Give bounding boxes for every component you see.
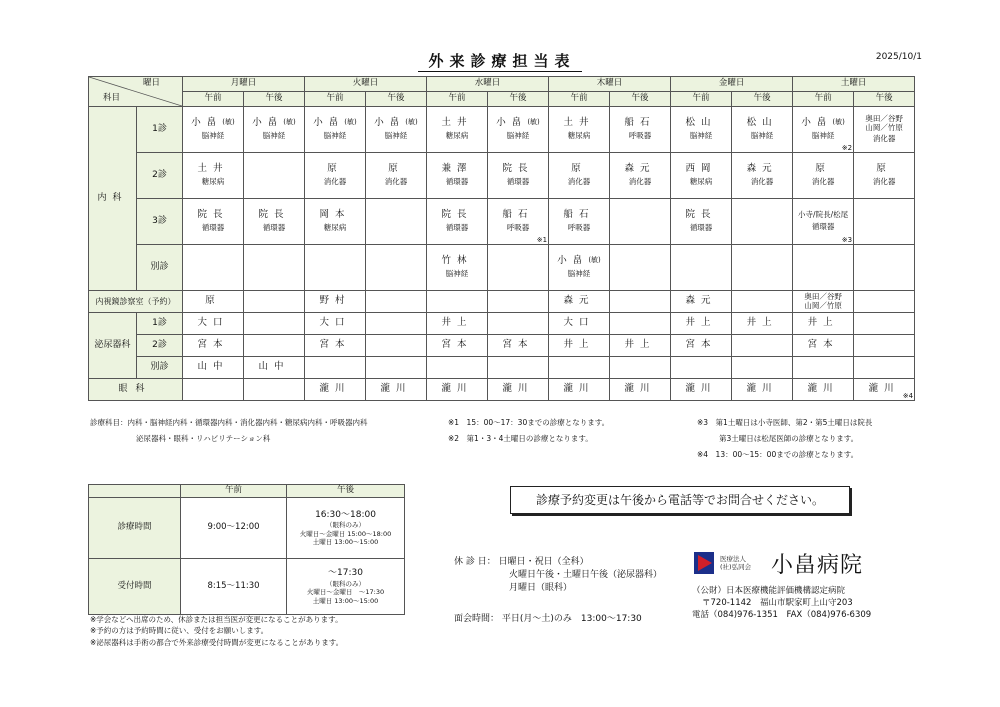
doctor-name: 井上: [624, 339, 656, 351]
schedule-cell: [366, 107, 427, 153]
schedule-cell: [671, 245, 732, 291]
schedule-cell: [427, 335, 488, 357]
specialty-label: 呼吸器: [628, 131, 652, 141]
specialty-label: 脳神経: [506, 131, 530, 141]
hospital-logo-icon: [694, 552, 714, 574]
schedule-cell: [488, 153, 549, 199]
schedule-cell: [671, 357, 732, 379]
specialty-label: 糖尿病: [323, 223, 347, 233]
schedule-cell: [610, 379, 671, 401]
schedule-cell: [671, 291, 732, 313]
pm-header: 午後: [854, 92, 915, 107]
schedule-cell: [183, 107, 244, 153]
doctor-tag: (敏): [405, 118, 418, 127]
schedule-cell: [732, 291, 793, 313]
doctor-name: 井上: [746, 317, 778, 329]
schedule-cell: [549, 357, 610, 379]
doctor-tag: (敏): [832, 118, 845, 127]
visiting-hours: 面会時間： 平日(月～土)のみ 13:00～17:30: [454, 614, 642, 624]
consult-am: 9:00～12:00: [181, 498, 287, 559]
specialty-label: 消化器: [384, 177, 408, 187]
schedule-cell: [427, 245, 488, 291]
schedule-cell: [366, 335, 427, 357]
doctor-name: 原: [327, 163, 343, 175]
doctor-name: 山中: [197, 361, 229, 373]
specialty-label: 消化器: [811, 177, 835, 187]
day-header: 月曜日: [183, 77, 305, 92]
schedule-cell: [549, 245, 610, 291]
doctor-name: 原: [876, 163, 892, 175]
schedule-cell: [610, 153, 671, 199]
schedule-cell: [305, 379, 366, 401]
doctor-name: 原: [388, 163, 404, 175]
schedule-cell: [610, 107, 671, 153]
schedule-cell: [183, 291, 244, 313]
doctor-name: 井上: [685, 317, 717, 329]
specialty-label: 消化器: [872, 134, 896, 144]
doctor-name: 瀧川: [746, 383, 778, 395]
am-header: 午前: [549, 92, 610, 107]
schedule-cell: [549, 199, 610, 245]
reservation-notice: 診療予約変更は午後から電話等でお問合せください。: [510, 486, 850, 514]
schedule-cell: [793, 107, 854, 153]
specialty-label: 循環器: [445, 177, 469, 187]
schedule-cell: [671, 313, 732, 335]
specialty-label: 循環器: [811, 222, 835, 231]
schedule-table: [88, 76, 915, 401]
doctor-name: 原: [205, 295, 221, 307]
doctor-name: 野村: [319, 295, 351, 307]
schedule-cell: [488, 107, 549, 153]
hours-am-header: 午前: [181, 485, 287, 498]
schedule-cell: [854, 313, 915, 335]
doctor-name: 院長: [197, 209, 229, 221]
doctor-name: 大口: [197, 317, 229, 329]
schedule-cell: [305, 153, 366, 199]
doctor-name: 奥田／谷野: [804, 291, 842, 301]
schedule-cell: [610, 335, 671, 357]
specialty-label: 脳神経: [811, 131, 835, 141]
doctor-name: 瀧川: [319, 383, 351, 395]
schedule-cell: [854, 379, 915, 401]
schedule-cell: [244, 199, 305, 245]
schedule-cell: [793, 357, 854, 379]
schedule-cell: [854, 153, 915, 199]
dept-internal-label: 内科: [89, 107, 137, 291]
reception-pm: ～17:30 （眼科のみ） 火曜日～金曜日 ～17:30 土曜日 13:00～15:00: [287, 559, 405, 615]
doctor-name: 土井: [563, 117, 595, 129]
schedule-cell: [793, 335, 854, 357]
schedule-cell: [427, 199, 488, 245]
schedule-cell: [244, 245, 305, 291]
schedule-cell: [427, 357, 488, 379]
schedule-cell: [305, 199, 366, 245]
page-title: 外来診療担当表: [0, 50, 1000, 71]
doctor-name: 原: [815, 163, 831, 175]
hospital-name: 小畠病院: [771, 553, 864, 578]
am-header: 午前: [427, 92, 488, 107]
schedule-cell: [305, 357, 366, 379]
pm-header: 午後: [366, 92, 427, 107]
room-label: 1診: [137, 107, 183, 153]
schedule-cell: [549, 313, 610, 335]
schedule-cell: [610, 199, 671, 245]
doctor-name: 院長: [502, 163, 534, 175]
specialty-label: 呼吸器: [567, 223, 591, 233]
specialty-label: 脳神経: [750, 131, 774, 141]
dept-urology-label: 泌尿器科: [89, 313, 137, 379]
schedule-cell: [427, 153, 488, 199]
specialty-label: 脳神経: [323, 131, 347, 141]
issue-date: 2025/10/1: [875, 52, 922, 62]
room-label: 3診: [137, 199, 183, 245]
schedule-cell: [427, 107, 488, 153]
room-label: 1診: [137, 313, 183, 335]
day-header: 金曜日: [671, 77, 793, 92]
doctor-name: 森元: [746, 163, 778, 175]
specialty-label: 呼吸器: [506, 223, 530, 233]
schedule-cell: [244, 313, 305, 335]
schedule-cell: [854, 245, 915, 291]
doctor-tag: (敏): [283, 118, 296, 127]
schedule-cell: [732, 313, 793, 335]
doctor-name: 小畠: [374, 117, 406, 129]
pm-header: 午後: [244, 92, 305, 107]
doctor-name: 院長: [441, 209, 473, 221]
consult-hours-label: 診療時間: [89, 498, 181, 559]
doctor-name: 岡本: [319, 209, 351, 221]
hours-footnotes: ※学会などへ出席のため、休診または担当医が変更になることがあります。 ※予約の方は予約時間に従い、受付をお願いします。 ※泌尿器科は手術の都合で外来診療受付時間が変更になることがあります。: [90, 615, 344, 647]
department-list: 診療科目：内科・脳神経内科・循環器内科・消化器内科・糖尿病内科・呼吸器内科 泌尿器科・眼科・リハビリテーション科: [90, 418, 368, 444]
day-header: 火曜日: [305, 77, 427, 92]
doctor-name: 井上: [563, 339, 595, 351]
pm-header: 午後: [488, 92, 549, 107]
pm-header: 午後: [610, 92, 671, 107]
schedule-cell: [732, 199, 793, 245]
pm-header: 午後: [732, 92, 793, 107]
schedule-cell: [732, 107, 793, 153]
doctor-name: 宮本: [441, 339, 473, 351]
doctor-name: 土井: [441, 117, 473, 129]
doctor-name: 船石: [502, 209, 534, 221]
schedule-cell: [488, 245, 549, 291]
specialty-label: 糖尿病: [689, 177, 713, 187]
doctor-name: 大口: [563, 317, 595, 329]
schedule-cell: [549, 291, 610, 313]
schedule-cell: [183, 153, 244, 199]
schedule-cell: [549, 335, 610, 357]
doctor-name: 山中: [258, 361, 290, 373]
schedule-cell: [366, 153, 427, 199]
schedule-cell: [610, 357, 671, 379]
schedule-cell: [610, 313, 671, 335]
doctor-name: 山岡／竹原: [804, 300, 842, 310]
doctor-name: 船石: [563, 209, 595, 221]
schedule-cell: [854, 291, 915, 313]
doctor-name: 小畠: [313, 117, 345, 129]
footnote-marker: ※3: [841, 235, 853, 244]
dept-corner-label: 科目: [103, 93, 121, 104]
schedule-cell: [244, 153, 305, 199]
schedule-cell: [793, 153, 854, 199]
doctor-name: 井上: [807, 317, 839, 329]
specialty-label: 脳神経: [201, 131, 225, 141]
doctor-tag: (敏): [527, 118, 540, 127]
schedule-cell: [305, 107, 366, 153]
specialty-label: 糖尿病: [567, 131, 591, 141]
weekday-corner-label: 曜日: [142, 78, 160, 88]
specialty-label: 脳神経: [567, 269, 591, 279]
dept-ophthalmology-label: 眼科: [89, 379, 183, 401]
schedule-cell: [671, 153, 732, 199]
schedule-cell: [610, 291, 671, 313]
schedule-cell: [732, 245, 793, 291]
schedule-cell: [427, 291, 488, 313]
doctor-name: 院長: [685, 209, 717, 221]
schedule-cell: [427, 379, 488, 401]
am-header: 午前: [183, 92, 244, 107]
doctor-name: 山岡／竹原: [865, 122, 903, 132]
specialty-label: 消化器: [323, 177, 347, 187]
specialty-label: 消化器: [628, 177, 652, 187]
schedule-cell: [305, 245, 366, 291]
doctor-name: 小畠: [557, 255, 589, 267]
schedule-cell: [366, 291, 427, 313]
schedule-cell: [793, 313, 854, 335]
schedule-cell: [671, 107, 732, 153]
room-label: 2診: [137, 335, 183, 357]
schedule-cell: [854, 335, 915, 357]
schedule-cell: [671, 199, 732, 245]
doctor-name: 土井: [197, 163, 229, 175]
footnote-marker: ※4: [902, 391, 914, 400]
footnotes-mid: ※1 15：00～17：30までの診療となります。 ※2 第1・3・4土曜日の診療となります。: [448, 418, 610, 444]
schedule-cell: [671, 379, 732, 401]
hours-pm-header: 午後: [287, 485, 405, 498]
specialty-label: 脳神経: [445, 269, 469, 279]
doctor-name: 瀧川: [502, 383, 534, 395]
doctor-name: 奥田／谷野: [865, 114, 903, 124]
doctor-name: 瀧川: [380, 383, 412, 395]
doctor-name: 瀧川: [441, 383, 473, 395]
hospital-contact: （公財）日本医療機能評価機構認定病院 〒720-1142 福山市駅家町上山守203 電話（084)976-1351 FAX（084)976-6309: [692, 586, 872, 620]
schedule-cell: [366, 313, 427, 335]
closed-days: 休 診 日： 日曜日・祝日（全科） 火曜日午後・土曜日午後（泌尿器科） 月曜日（眼科）: [454, 557, 663, 594]
day-header: 木曜日: [549, 77, 671, 92]
reception-am: 8:15～11:30: [181, 559, 287, 615]
footnote-marker: ※1: [536, 235, 548, 244]
doctor-name: 原: [571, 163, 587, 175]
doctor-name: 西岡: [685, 163, 717, 175]
schedule-cell: [793, 199, 854, 245]
footnote-marker: ※2: [841, 143, 853, 152]
am-header: 午前: [305, 92, 366, 107]
specialty-label: 脳神経: [384, 131, 408, 141]
schedule-cell: [488, 357, 549, 379]
doctor-name: 瀧川: [563, 383, 595, 395]
schedule-cell: [793, 245, 854, 291]
doctor-name: 小畠: [252, 117, 284, 129]
schedule-cell: [366, 245, 427, 291]
schedule-cell: [793, 291, 854, 313]
doctor-name: 宮本: [807, 339, 839, 351]
schedule-cell: [183, 313, 244, 335]
schedule-cell: [671, 335, 732, 357]
schedule-cell: [488, 313, 549, 335]
doctor-name: 船石: [624, 117, 656, 129]
room-label: 別診: [137, 245, 183, 291]
doctor-name: 瀧川: [807, 383, 839, 395]
specialty-label: 脳神経: [689, 131, 713, 141]
dept-endoscopy-label: 内視鏡診察室（予約）: [89, 291, 183, 313]
doctor-name: 宮本: [685, 339, 717, 351]
schedule-cell: [610, 245, 671, 291]
doctor-name: 小寺/院長/松尾: [798, 210, 849, 220]
schedule-cell: [244, 335, 305, 357]
schedule-cell: [488, 291, 549, 313]
specialty-label: 消化器: [872, 177, 896, 187]
doctor-name: 宮本: [197, 339, 229, 351]
day-header: 水曜日: [427, 77, 549, 92]
consult-pm: 16:30～18:00 （眼科のみ） 火曜日～金曜日 15:00～18:00 土曜日 13:00～15:00: [287, 498, 405, 559]
schedule-cell: [244, 107, 305, 153]
doctor-name: 兼澤: [441, 163, 473, 175]
doctor-tag: (敏): [222, 118, 235, 127]
specialty-label: 循環器: [201, 223, 225, 233]
corporation-name: 医療法人 (社)弘同会: [720, 555, 752, 572]
schedule-cell: [793, 379, 854, 401]
schedule-cell: [732, 379, 793, 401]
doctor-name: 宮本: [319, 339, 351, 351]
doctor-name: 瀧川: [685, 383, 717, 395]
specialty-label: 循環器: [262, 223, 286, 233]
schedule-cell: [366, 357, 427, 379]
schedule-cell: [305, 335, 366, 357]
hours-corner: [89, 485, 181, 498]
schedule-cell: [366, 379, 427, 401]
schedule-cell: [244, 379, 305, 401]
schedule-cell: [183, 357, 244, 379]
schedule-cell: [732, 335, 793, 357]
schedule-cell: [366, 199, 427, 245]
specialty-label: 消化器: [567, 177, 591, 187]
reception-hours-label: 受付時間: [89, 559, 181, 615]
doctor-name: 松山: [746, 117, 778, 129]
schedule-cell: [732, 153, 793, 199]
schedule-cell: [854, 199, 915, 245]
schedule-cell: [549, 379, 610, 401]
specialty-label: 糖尿病: [201, 177, 225, 187]
schedule-cell: [488, 199, 549, 245]
schedule-cell: [549, 107, 610, 153]
schedule-cell: [183, 335, 244, 357]
day-header: 土曜日: [793, 77, 915, 92]
schedule-cell: [305, 291, 366, 313]
room-label: 別診: [137, 357, 183, 379]
schedule-cell: [854, 107, 915, 153]
doctor-name: 森元: [685, 295, 717, 307]
schedule-cell: [488, 335, 549, 357]
am-header: 午前: [671, 92, 732, 107]
doctor-tag: (敏): [344, 118, 357, 127]
specialty-label: 循環器: [689, 223, 713, 233]
schedule-cell: [549, 153, 610, 199]
doctor-name: 松山: [685, 117, 717, 129]
doctor-name: 小畠: [801, 117, 833, 129]
am-header: 午前: [793, 92, 854, 107]
doctor-name: 瀧川: [868, 383, 900, 395]
table-corner: [89, 77, 183, 107]
doctor-name: 森元: [624, 163, 656, 175]
doctor-name: 宮本: [502, 339, 534, 351]
schedule-cell: [183, 199, 244, 245]
specialty-label: 循環器: [506, 177, 530, 187]
doctor-name: 院長: [258, 209, 290, 221]
schedule-cell: [732, 357, 793, 379]
doctor-name: 大口: [319, 317, 351, 329]
doctor-name: 瀧川: [624, 383, 656, 395]
specialty-label: 糖尿病: [445, 131, 469, 141]
doctor-name: 森元: [563, 295, 595, 307]
schedule-cell: [854, 357, 915, 379]
schedule-cell: [244, 357, 305, 379]
schedule-cell: [488, 379, 549, 401]
schedule-cell: [305, 313, 366, 335]
specialty-label: 循環器: [445, 223, 469, 233]
doctor-tag: (敏): [588, 256, 601, 265]
hours-table: [88, 484, 405, 615]
schedule-cell: [427, 313, 488, 335]
doctor-name: 竹林: [441, 255, 473, 267]
schedule-cell: [244, 291, 305, 313]
footnotes-right: ※3 第1土曜日は小寺医師、第2・第5土曜日は院長 第3土曜日は松尾医師の診療となります。 ※4 13：00～15：00までの診療となります。: [697, 418, 873, 460]
specialty-label: 脳神経: [262, 131, 286, 141]
doctor-name: 井上: [441, 317, 473, 329]
schedule-cell: [183, 379, 244, 401]
doctor-name: 小畠: [496, 117, 528, 129]
doctor-name: 小畠: [191, 117, 223, 129]
schedule-cell: [183, 245, 244, 291]
specialty-label: 消化器: [750, 177, 774, 187]
room-label: 2診: [137, 153, 183, 199]
